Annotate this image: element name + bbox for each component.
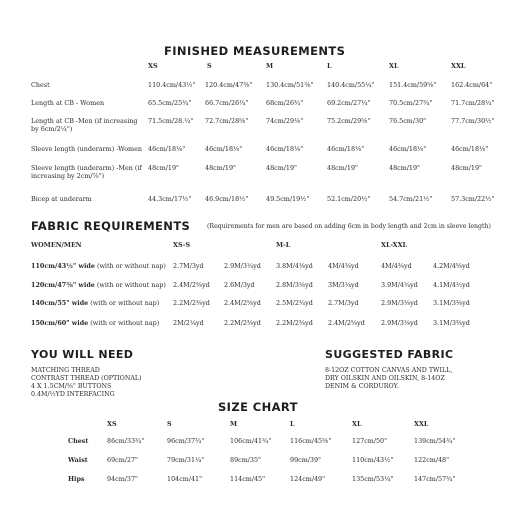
fm-cell: 120.4cm/47⅜"	[205, 81, 253, 89]
sc-cell: 106cm/41¾"	[230, 437, 272, 445]
sc-cell: 69cm/27"	[107, 456, 138, 464]
fm-header-xs: XS	[148, 62, 158, 70]
fm-header-xxl: XXL	[451, 62, 466, 70]
fm-cell: 48cm/19"	[327, 164, 358, 172]
fabric-cell: 2.9M/3¼yd	[224, 262, 261, 270]
sc-cell: 99cm/39"	[290, 456, 321, 464]
fabric-cell: 3.9M/4¼yd	[381, 281, 418, 289]
need-item: 0.4M/½YD INTERFACING	[31, 391, 115, 398]
fabric-width: 140cm/55" wide	[31, 299, 89, 307]
fm-header-s: S	[207, 62, 212, 70]
fm-cell: 46cm/18⅛"	[205, 145, 243, 153]
fabric-group-xs-s: XS-S	[173, 241, 191, 249]
fm-cell: 130.4cm/51⅜"	[266, 81, 314, 89]
fabric-group-xl-xxl: XL-XXL	[381, 241, 408, 249]
fabric-row-label	[31, 320, 159, 328]
fm-cell: 66.7cm/26¼"	[205, 99, 249, 107]
fabric-group-m-l: M-L	[276, 241, 291, 249]
need-item: CONTRAST THREAD (OPTIONAL)	[31, 375, 142, 382]
suggested-fabric-title: SUGGESTED FABRIC	[325, 348, 454, 361]
fm-row-label: Chest	[31, 81, 50, 89]
fabric-cell: 2.4M/2⅝yd	[328, 319, 365, 327]
fm-cell: 48cm/19"	[266, 164, 297, 172]
fabric-width: 110cm/43½" wide	[31, 262, 95, 270]
fabric-row-label	[31, 300, 159, 308]
fabric-cell: 4M/4⅜yd	[381, 262, 412, 270]
fabric-width: 150cm/60" wide	[31, 319, 89, 327]
fabric-nap: (with or without nap)	[96, 262, 166, 270]
fm-cell: 46cm/18⅛"	[389, 145, 427, 153]
sc-header-m: M	[230, 420, 238, 428]
sc-header-xs: XS	[107, 420, 117, 428]
fabric-cell: 2.2M/2⅜yd	[173, 299, 210, 307]
fm-row-label: Bicep at underarm	[31, 195, 92, 203]
sc-cell: 94cm/37"	[107, 475, 138, 483]
fm-row-label: Length at CB - Women	[31, 99, 105, 107]
fabric-row-label	[31, 263, 166, 271]
fabric-cell: 2.9M/3⅛yd	[381, 319, 418, 327]
sc-cell: 104cm/41"	[167, 475, 203, 483]
fm-cell: 65.5cm/25¾"	[148, 99, 192, 107]
sc-cell: 116cm/45⅝"	[290, 437, 332, 445]
fm-cell: 46cm/18⅛"	[148, 145, 186, 153]
suggested-line: 8-12OZ COTTON CANVAS AND TWILL,	[325, 367, 453, 374]
fabric-cell: 4.1M/4½yd	[433, 281, 470, 289]
fm-cell: 110.4cm/43½"	[148, 81, 196, 89]
sc-cell: 79cm/31¼"	[167, 456, 205, 464]
sc-header-s: S	[167, 420, 172, 428]
fm-cell: 76.5cm/30"	[389, 117, 427, 125]
fabric-cell: 2M/2¼yd	[173, 319, 204, 327]
fabric-cell: 2.9M/3⅛yd	[381, 299, 418, 307]
fm-cell: 46.9cm/18½"	[205, 195, 249, 203]
fabric-cell: 2.4M/2⅝yd	[224, 299, 261, 307]
fabric-cell: 4.2M/4⅝yd	[433, 262, 470, 270]
fabric-group-label: WOMEN/MEN	[31, 241, 82, 249]
sc-cell: 89cm/35"	[230, 456, 261, 464]
fabric-cell: 3.8M/4⅛yd	[276, 262, 313, 270]
fm-cell: 54.7cm/21½"	[389, 195, 433, 203]
fm-row-label: Sleeve length (underarm) -Women	[31, 145, 143, 153]
fabric-cell: 4M/4⅜yd	[328, 262, 359, 270]
fm-cell: 140.4cm/55¼"	[327, 81, 375, 89]
fm-cell: 151.4cm/59⅝"	[389, 81, 437, 89]
fabric-width: 120cm/47⅜" wide	[31, 281, 95, 289]
fm-cell: 69.2cm/27¼"	[327, 99, 371, 107]
fm-cell: 48cm/19"	[389, 164, 420, 172]
sc-header-l: L	[290, 420, 295, 428]
fabric-requirements-title: FABRIC REQUIREMENTS	[31, 219, 191, 233]
fabric-cell: 3.1M/3⅜yd	[433, 299, 470, 307]
sc-cell: 124cm/49"	[290, 475, 326, 483]
fm-cell: 57.3cm/22½"	[451, 195, 495, 203]
sc-cell: 96cm/37¾"	[167, 437, 205, 445]
fm-row-label: Sleeve length (underarm) -Men (if increasing by 2cm/⅞")	[31, 164, 142, 180]
fm-cell: 46cm/18⅛"	[451, 145, 489, 153]
sc-header-xxl: XXL	[414, 420, 429, 428]
fm-cell: 52.1cm/20½"	[327, 195, 371, 203]
sc-cell: 127cm/50"	[352, 437, 388, 445]
fm-cell: 71.7cm/28¼"	[451, 99, 495, 107]
fabric-cell: 2.8M/3⅛yd	[276, 281, 313, 289]
fabric-cell: 2.5M/2¾yd	[276, 299, 313, 307]
sc-cell: 86cm/33¾"	[107, 437, 145, 445]
finished-measurements-title: FINISHED MEASUREMENTS	[164, 44, 346, 58]
sc-cell: 122cm/48"	[414, 456, 450, 464]
fm-cell: 70.5cm/27¾"	[389, 99, 433, 107]
fabric-nap: (with or without nap)	[90, 299, 160, 307]
size-chart-title: SIZE CHART	[218, 400, 298, 414]
need-item: 4 X 1.5CM/⅝" BUTTONS	[31, 383, 112, 390]
fabric-cell: 2.2M/2⅜yd	[224, 319, 261, 327]
fm-cell: 74cm/29⅛"	[266, 117, 304, 125]
fabric-cell: 2.6M/3yd	[224, 281, 255, 289]
sc-row-label: Waist	[68, 456, 88, 464]
fm-cell: 72.7cm/28⅝"	[205, 117, 249, 125]
fm-header-m: M	[266, 62, 274, 70]
fm-cell: 48cm/19"	[148, 164, 179, 172]
sc-cell: 139cm/54¾"	[414, 437, 456, 445]
need-item: MATCHING THREAD	[31, 367, 100, 374]
sc-cell: 110cm/43½"	[352, 456, 394, 464]
fm-cell: 75.2cm/29⅝"	[327, 117, 371, 125]
suggested-line: DRY OILSKIN AND OILSKIN, 8-14OZ	[325, 375, 445, 382]
fabric-cell: 3.1M/3⅜yd	[433, 319, 470, 327]
fabric-note: (Requirements for men are based on adding 6cm in body length and 2cm in sleeve length)	[207, 223, 491, 230]
fm-cell: 49.5cm/19½"	[266, 195, 310, 203]
fm-cell: 48cm/19"	[451, 164, 482, 172]
fm-cell: 46cm/18⅛"	[327, 145, 365, 153]
fm-cell: 162.4cm/64"	[451, 81, 493, 89]
fm-header-xl: XL	[389, 62, 399, 70]
fabric-cell: 2.7M/3yd	[328, 299, 359, 307]
fm-cell: 44.3cm/17½"	[148, 195, 192, 203]
fabric-nap: (with or without nap)	[96, 281, 166, 289]
sc-row-label: Hips	[68, 475, 85, 483]
you-will-need-title: YOU WILL NEED	[31, 348, 134, 361]
sc-cell: 135cm/53¼"	[352, 475, 394, 483]
fm-row-label: Length at CB -Men (if increasing by 6cm/2¼")	[31, 117, 138, 133]
sc-header-xl: XL	[352, 420, 362, 428]
fabric-cell: 2.7M/3yd	[173, 262, 204, 270]
fabric-cell: 2.4M/2⅝yd	[173, 281, 210, 289]
fm-header-l: L	[327, 62, 332, 70]
fabric-cell: 3M/3¼yd	[328, 281, 359, 289]
sc-cell: 147cm/57¾"	[414, 475, 456, 483]
fm-cell: 77.7cm/30½"	[451, 117, 495, 125]
fabric-row-label	[31, 282, 166, 290]
fabric-cell: 2.2M/2⅜yd	[276, 319, 313, 327]
fabric-nap: (with or without nap)	[90, 319, 160, 327]
fm-cell: 48cm/19"	[205, 164, 236, 172]
fm-cell: 71.5cm/28.¼"	[148, 117, 194, 125]
fm-cell: 46cm/18⅛"	[266, 145, 304, 153]
fm-cell: 68cm/26¾"	[266, 99, 304, 107]
sc-row-label: Chest	[68, 437, 89, 445]
suggested-line: DENIM & CORDUROY.	[325, 383, 400, 390]
sc-cell: 114cm/45"	[230, 475, 266, 483]
